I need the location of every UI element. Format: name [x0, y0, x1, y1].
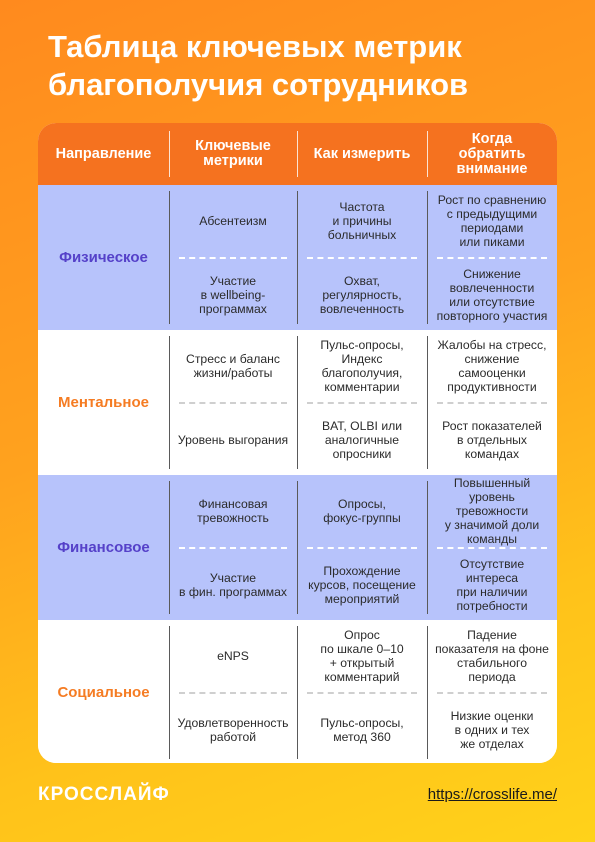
divider [437, 692, 547, 694]
measure-cell [297, 330, 427, 475]
divider [437, 547, 547, 549]
measure-top: Пульс-опросы, Индекс благополучия, комментарии [320, 338, 404, 394]
measure-top: Опросы, фокус-группы [323, 497, 401, 525]
divider [307, 692, 417, 694]
attention-cell [427, 475, 557, 620]
metrics-cell [169, 475, 297, 620]
metrics-cell [169, 330, 297, 475]
divider [307, 402, 417, 404]
attention-top: Рост по сравнению с предыдущими периодами или пиками [437, 193, 547, 249]
direction-label: Ментальное [58, 394, 149, 411]
table-header [38, 123, 557, 185]
brand-logo: КРОССЛАЙФ [38, 784, 170, 805]
metric-top: Абсентеизм [199, 214, 267, 228]
attention-cell [427, 620, 557, 763]
divider [179, 692, 287, 694]
divider [179, 402, 287, 404]
divider [437, 257, 547, 259]
table-row-physical [38, 185, 557, 330]
attention-bottom: Снижение вовлеченности или отсутствие повторного участия [436, 267, 548, 323]
measure-bottom: Пульс-опросы, метод 360 [320, 716, 404, 744]
attention-bottom: Рост показателей в отдельных командах [442, 419, 542, 461]
measure-cell [297, 620, 427, 763]
metric-top: Финансовая тревожность [197, 497, 269, 525]
page-title: Таблица ключевых метрик благополучия сотрудников [48, 29, 469, 102]
table-body [38, 185, 557, 763]
measure-bottom: Прохождение курсов, посещение мероприятий [308, 564, 416, 606]
metric-top: Стресс и баланс жизни/работы [186, 352, 280, 380]
metric-bottom: Уровень выгорания [177, 433, 289, 447]
measure-cell [297, 185, 427, 330]
metrics-cell [169, 620, 297, 763]
metrics-cell [169, 185, 297, 330]
metric-bottom: Участие в wellbeing- программах [199, 274, 267, 316]
divider [179, 547, 287, 549]
table-row-mental [38, 330, 557, 475]
attention-cell [427, 185, 557, 330]
attention-cell [427, 330, 557, 475]
divider [307, 547, 417, 549]
measure-bottom: Охват, регулярность, вовлеченность [319, 274, 405, 316]
attention-bottom: Отсутствие интереса при наличии потребности [456, 557, 528, 613]
measure-cell [297, 475, 427, 620]
attention-bottom: Низкие оценки в одних и тех же отделах [450, 709, 534, 751]
metric-bottom: Участие в фин. программах [179, 571, 287, 599]
measure-top: Опрос по шкале 0–10 + открытый комментарий [320, 628, 404, 684]
website-link[interactable]: https://crosslife.me/ [427, 786, 557, 803]
header-attention: Когда обратить внимание [427, 123, 557, 185]
header-metrics: Ключевые метрики [169, 123, 297, 185]
direction-label: Социальное [57, 684, 150, 701]
divider [179, 257, 287, 259]
metric-bottom: Удовлетворенность работой [177, 716, 289, 744]
measure-bottom: BAT, OLBI или аналогичные опросники [321, 419, 403, 461]
metrics-table [38, 123, 557, 763]
table-row-financial [38, 475, 557, 620]
measure-top: Частота и причины больничных [327, 200, 397, 242]
divider [437, 402, 547, 404]
direction-label: Финансовое [57, 539, 150, 556]
attention-top: Повышенный уровень тревожности у значимой доли команды [444, 476, 540, 546]
header-direction: Направление [55, 145, 152, 162]
attention-top: Жалобы на стресс, снижение самооценки продуктивности [437, 338, 547, 394]
metric-top: eNPS [217, 649, 249, 663]
attention-top: Падение показателя на фоне стабильного периода [435, 628, 549, 684]
direction-label: Физическое [59, 249, 148, 266]
table-row-social [38, 620, 557, 763]
divider [307, 257, 417, 259]
header-measure: Как измерить [297, 123, 427, 185]
